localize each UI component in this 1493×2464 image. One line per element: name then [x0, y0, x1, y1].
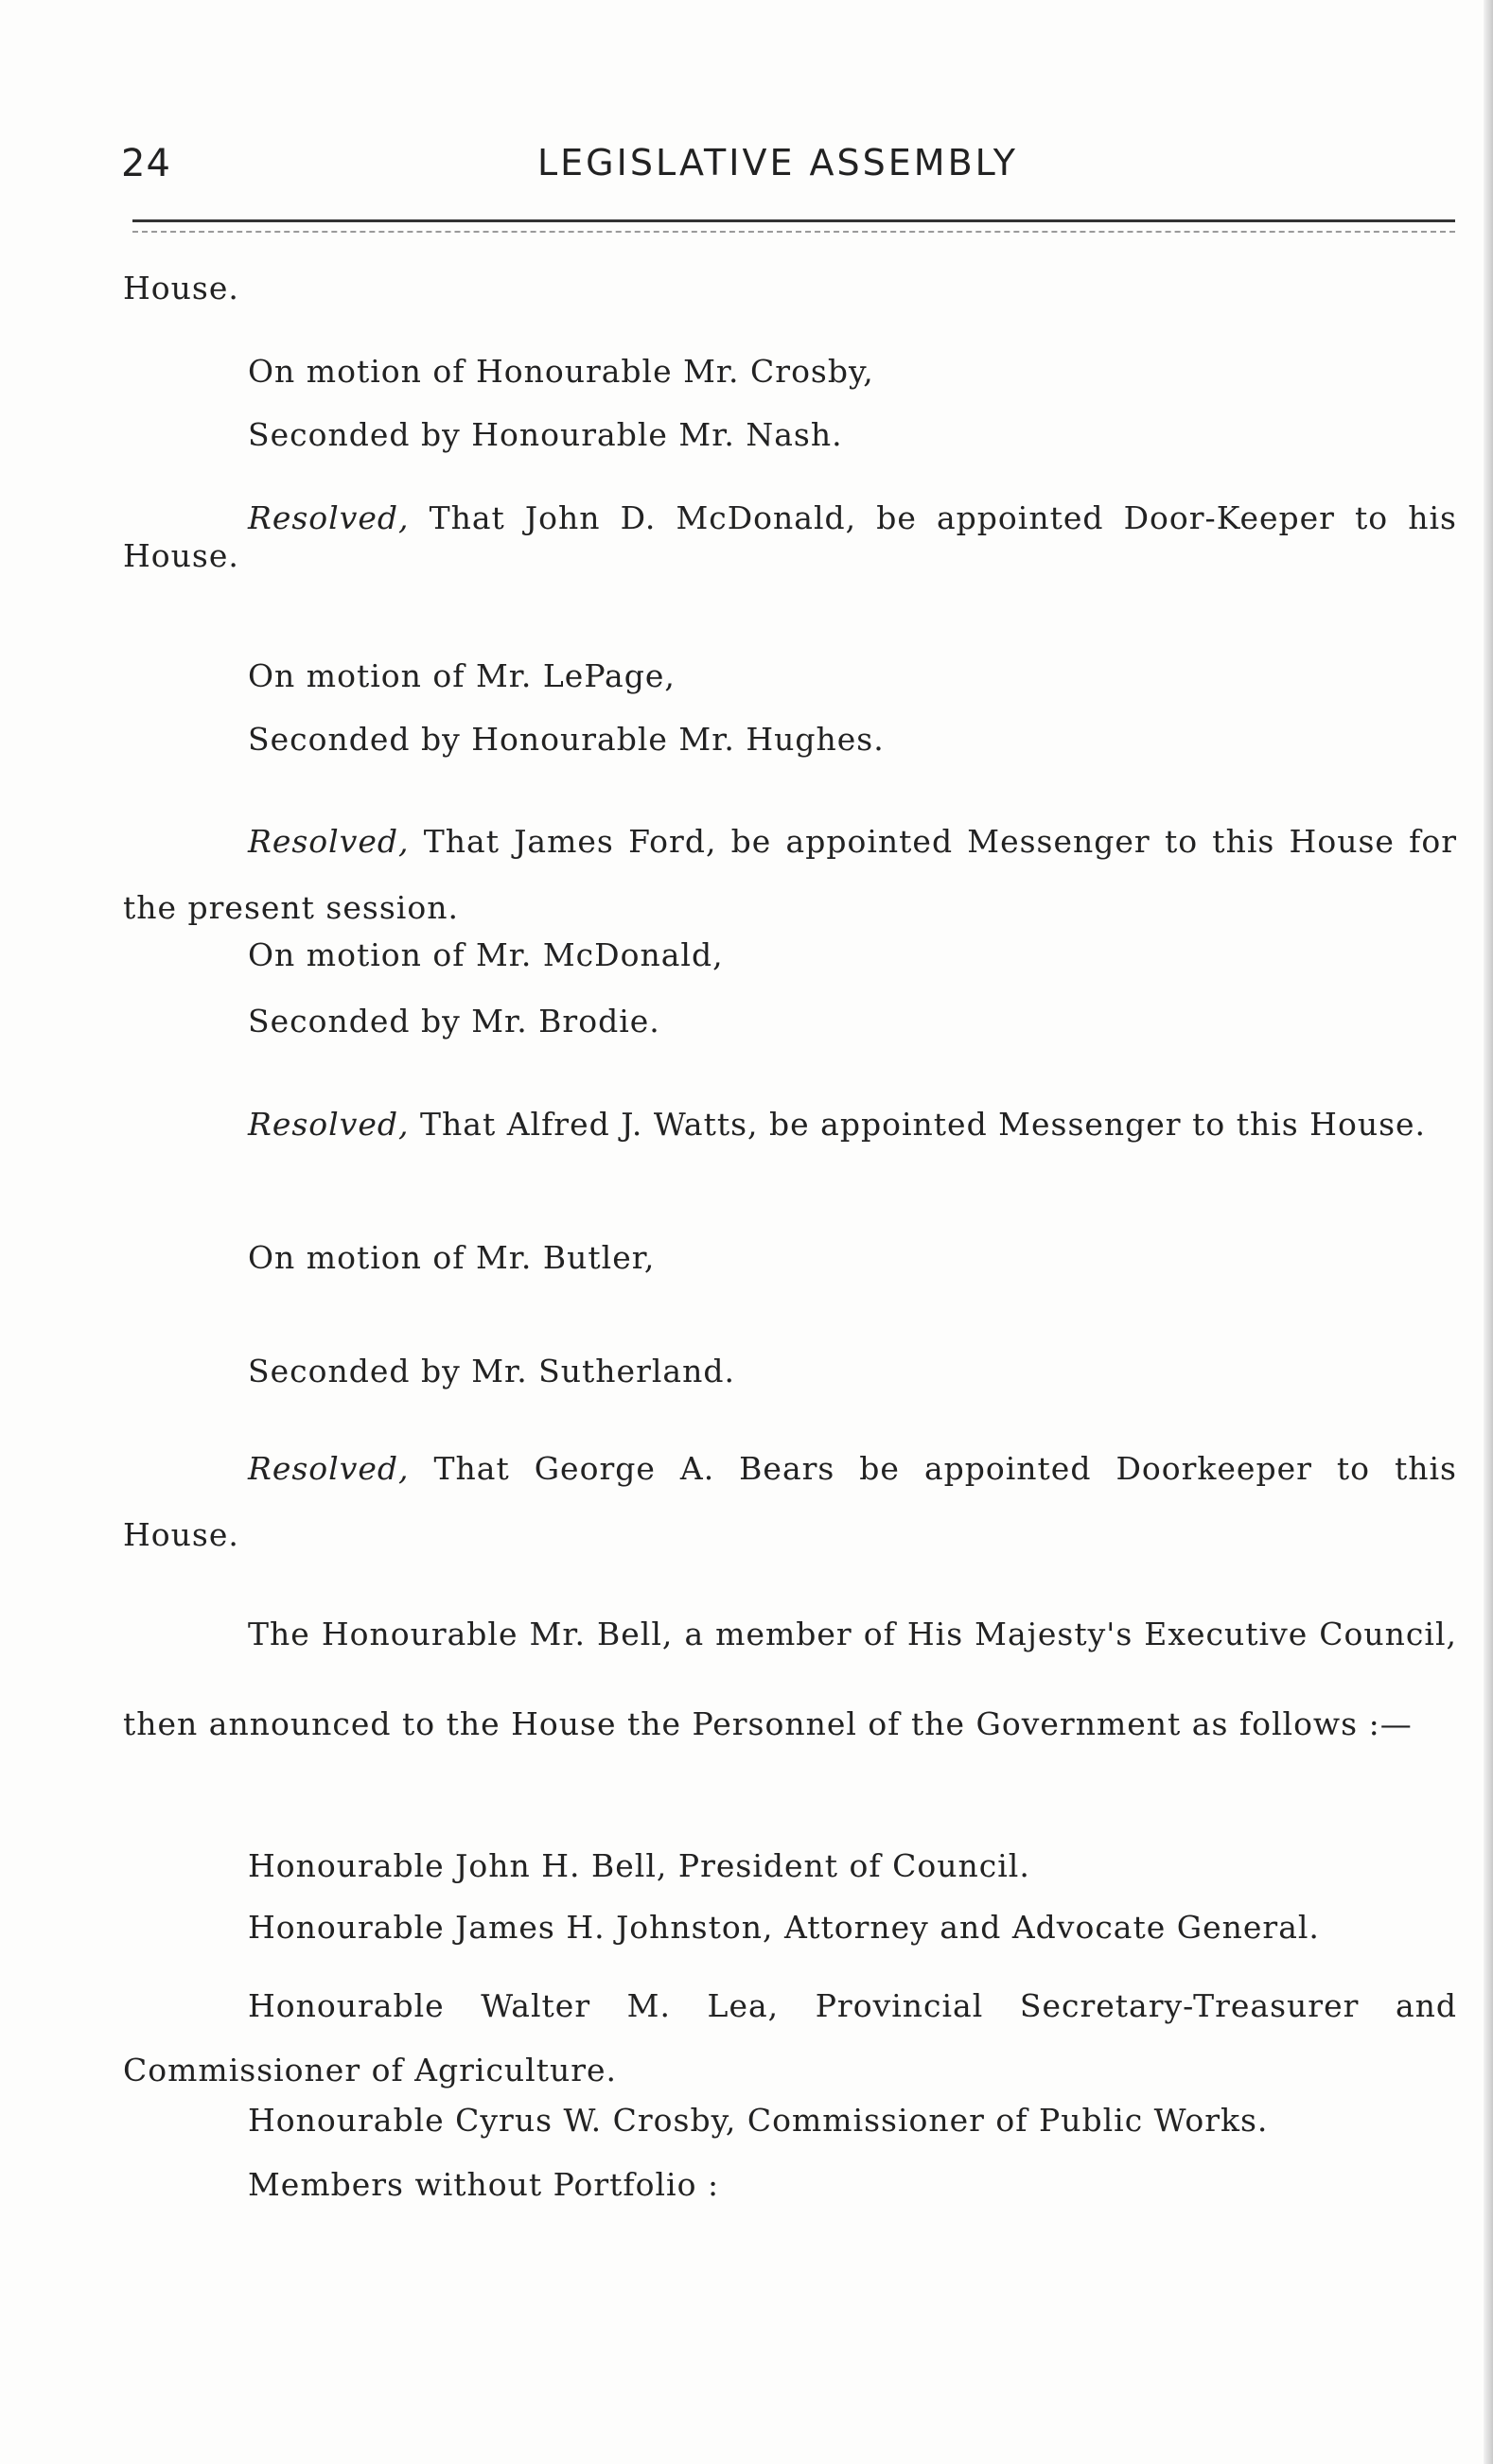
government-member: Honourable John H. Bell, President of Council. [248, 1847, 1030, 1884]
seconded-line: Seconded by Mr. Brodie. [248, 1003, 660, 1040]
page-number: 24 [121, 142, 171, 185]
resolution-text: That James Ford, be appointed Messenger to this House for the present session. [123, 823, 1457, 926]
resolution-text: That John D. McDonald, be appointed Door-Keeper to his House. [123, 499, 1457, 574]
seconded-line: Seconded by Mr. Sutherland. [248, 1353, 735, 1389]
government-member: Honourable James H. Johnston, Attorney and Advocate General. [248, 1909, 1320, 1946]
motion-line: On motion of Mr. LePage, [248, 657, 676, 694]
resolution-text: That Alfred J. Watts, be appointed Messenger to this House. [409, 1106, 1427, 1143]
government-member: Honourable Cyrus W. Crosby, Commissioner of Public Works. [248, 2102, 1269, 2139]
resolution-text: That George A. Bears be appointed Doorkeeper to this House. [123, 1450, 1457, 1553]
seconded-line: Seconded by Honourable Mr. Hughes. [248, 721, 885, 758]
resolved-label: Resolved, [248, 1106, 410, 1143]
motion-line: On motion of Mr. McDonald, [248, 936, 724, 973]
resolution-paragraph [123, 1088, 1457, 1162]
motion-line: On motion of Honourable Mr. Crosby, [248, 353, 874, 390]
continued-line: House. [123, 270, 239, 306]
portfolio-heading: Members without Portfolio : [248, 2166, 720, 2203]
header-rule-secondary [132, 231, 1455, 233]
running-title: LEGISLATIVE ASSEMBLY [537, 142, 1018, 183]
resolved-label: Resolved, [248, 823, 410, 860]
resolution-paragraph [123, 499, 1457, 575]
resolved-label: Resolved, [248, 1450, 410, 1487]
government-member: Honourable Walter M. Lea, Provincial Secretary-Treasurer and Commissioner of Agriculture. [123, 1987, 1457, 2088]
page-header [121, 142, 1455, 199]
seconded-line: Seconded by Honourable Mr. Nash. [248, 416, 843, 453]
motion-line: On motion of Mr. Butler, [248, 1239, 656, 1276]
resolution-paragraph [123, 1436, 1457, 1568]
page-edge-shadow [1484, 0, 1493, 2464]
announcement-paragraph: The Honourable Mr. Bell, a member of His Majesty's Executive Council, then announced to the House the Personnel of the Government as follows :— [123, 1616, 1457, 1742]
resolved-label: Resolved, [248, 499, 410, 536]
resolution-paragraph [123, 809, 1457, 941]
header-rule [132, 219, 1455, 222]
